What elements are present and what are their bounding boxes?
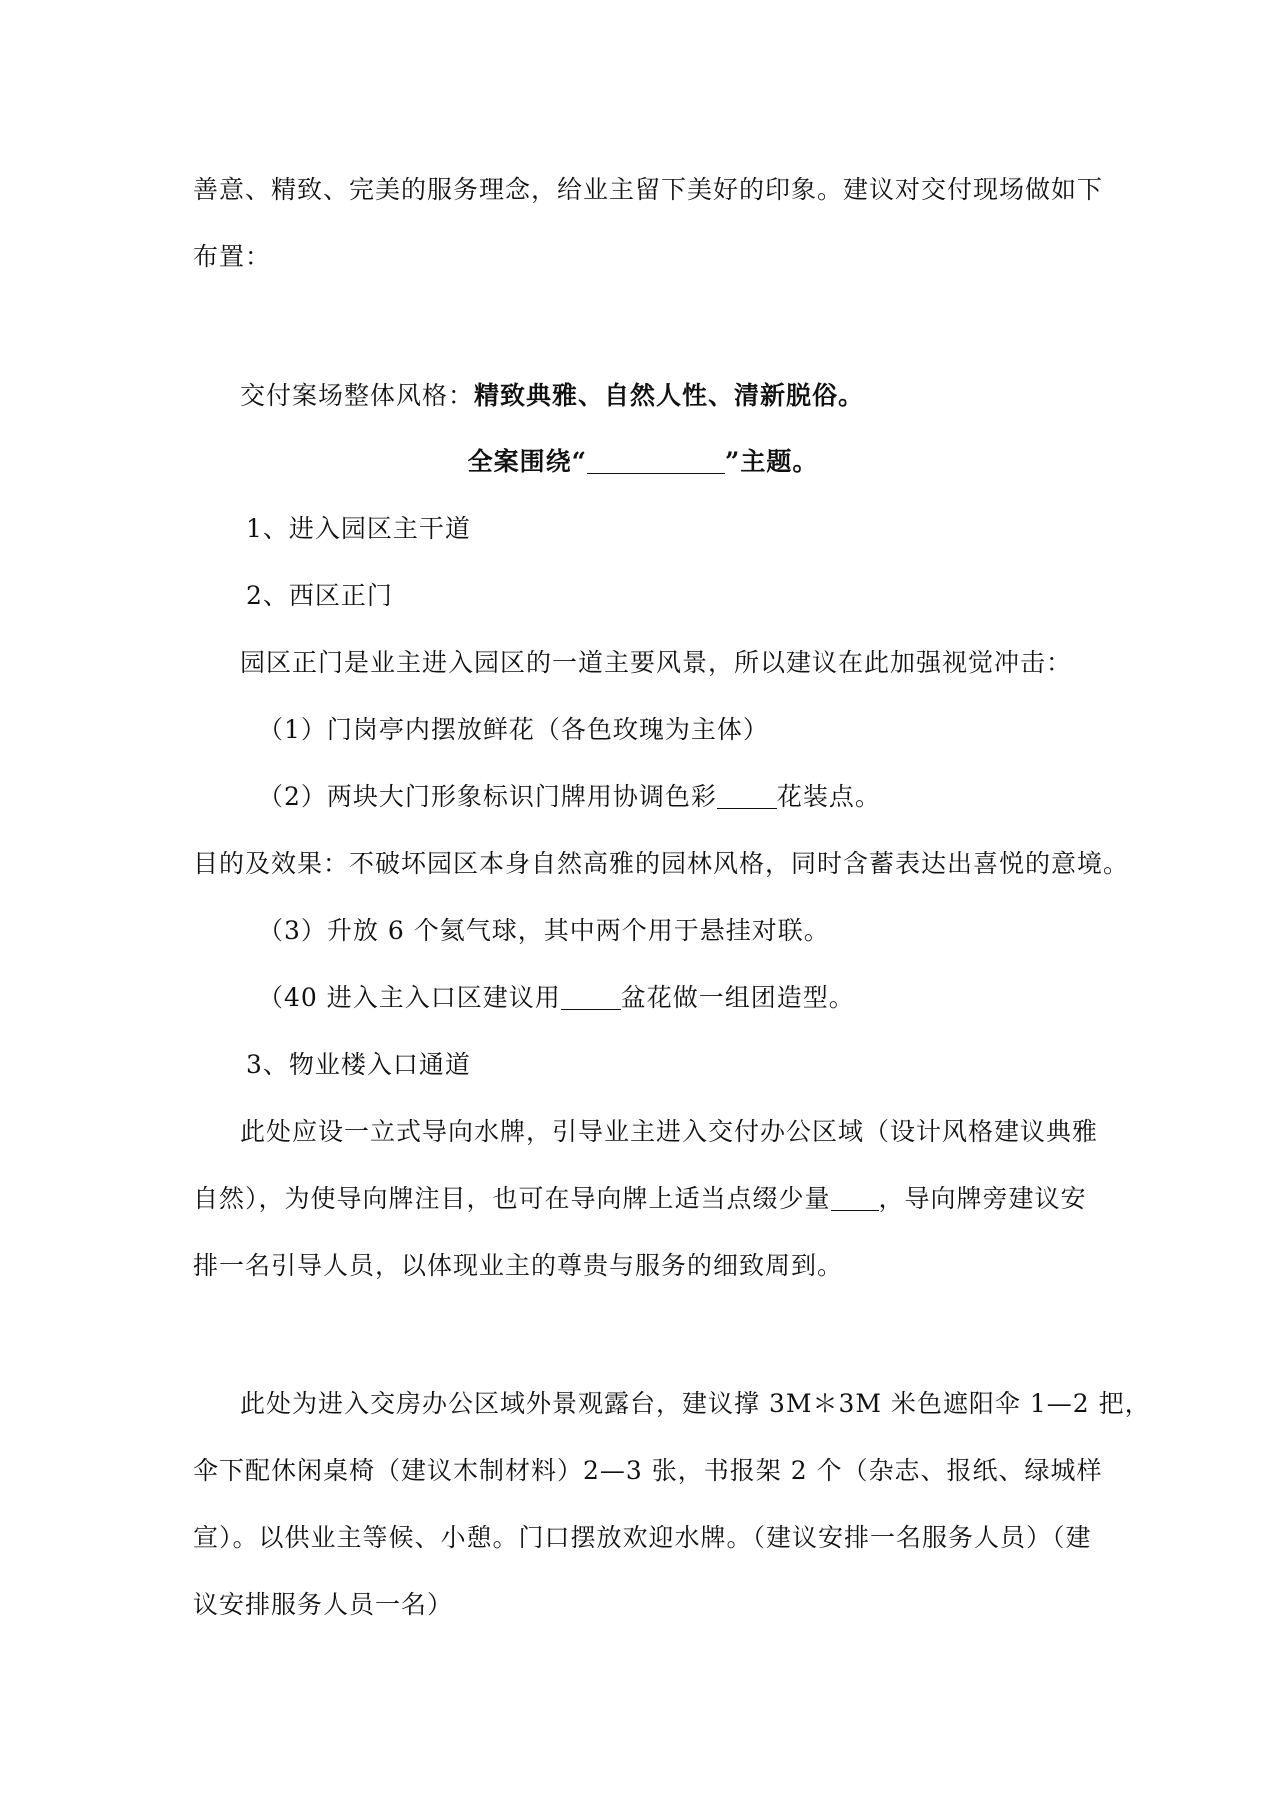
item-3-heading: 3、物业楼入口通道 <box>246 1050 471 1079</box>
gate-paragraph: 园区正门是业主进入园区的一道主要风景，所以建议在此加强视觉冲击： <box>240 648 1073 677</box>
paragraph-intro-line-1: 善意、精致、完美的服务理念，给业主留下美好的印象。建议对交付现场做如下 <box>193 175 1104 204</box>
sub-item-2-blank <box>717 784 777 809</box>
overall-style-line <box>240 378 1140 414</box>
sub-item-4-prefix: （40 进入主入口区建议用 <box>258 983 561 1012</box>
item-1-heading: 1、进入园区主干道 <box>246 514 471 543</box>
theme-suffix: ”主题。 <box>725 447 819 476</box>
sub-item-2-suffix: 花装点。 <box>776 782 881 811</box>
paragraph-entrance-blank <box>831 1186 879 1211</box>
item-2-heading: 2、西区正门 <box>246 581 393 610</box>
paragraph-entrance-line-3: 排一名引导人员，以体现业主的尊贵与服务的细致周到。 <box>193 1251 844 1280</box>
paragraph-entrance-line-2-suffix: ，导向牌旁建议安 <box>878 1184 1087 1213</box>
paragraph-entrance-line-2-prefix: 自然），为使导向牌注目，也可在导向牌上适当点缀少量 <box>193 1184 831 1213</box>
sub-item-2-prefix: （2）两块大门形象标识门牌用协调色彩 <box>258 782 717 811</box>
paragraph-terrace-line-4: 议安排服务人员一名） <box>193 1590 454 1619</box>
paragraph-intro-line-2: 布置： <box>193 242 272 271</box>
sub-item-4-blank <box>561 985 621 1010</box>
paragraph-terrace-line-3: 宣）。以供业主等候、小憩。门口摆放欢迎水牌。（建议安排一名服务人员）（建 <box>193 1523 1092 1552</box>
sub-item-1: （1）门岗亭内摆放鲜花（各色玫瑰为主体） <box>258 715 769 744</box>
overall-style-value: 精致典雅、自然人性、清新脱俗。 <box>474 381 865 410</box>
sub-item-2 <box>258 779 1158 815</box>
overall-style-label: 交付案场整体风格： <box>240 381 475 410</box>
theme-line <box>193 444 1093 480</box>
sub-item-4-suffix: 盆花做一组团造型。 <box>620 983 855 1012</box>
sub-item-3: （3）升放 6 个氦气球，其中两个用于悬挂对联。 <box>258 916 830 945</box>
theme-prefix: 全案围绕“ <box>467 447 587 476</box>
paragraph-entrance-line-2 <box>193 1181 1093 1217</box>
theme-blank <box>587 449 725 474</box>
paragraph-entrance-line-1: 此处应设一立式导向水牌，引导业主进入交付办公区域（设计风格建议典雅 <box>240 1117 1099 1146</box>
paragraph-terrace-line-2: 伞下配休闲桌椅（建议木制材料）2—3 张，书报架 2 个（杂志、报纸、绿城样 <box>193 1456 1103 1485</box>
sub-item-4 <box>258 980 1158 1016</box>
purpose-line: 目的及效果：不破坏园区本身自然高雅的园林风格，同时含蓄表达出喜悦的意境。 <box>193 849 1130 878</box>
paragraph-terrace-line-1: 此处为进入交房办公区域外景观露台，建议撑 3M＊3M 米色遮阳伞 1—2 把， <box>240 1389 1151 1418</box>
